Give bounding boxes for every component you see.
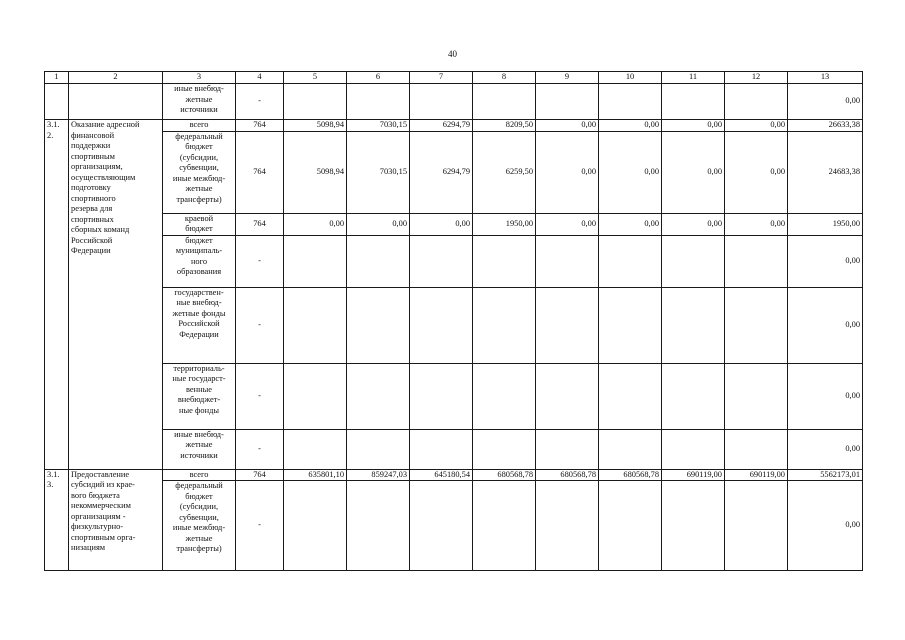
value-cell — [536, 363, 599, 429]
value-cell — [599, 429, 662, 469]
value-cell — [347, 287, 410, 363]
value-cell: 6294,79 — [410, 131, 473, 213]
table-row — [45, 429, 863, 469]
source-cell: государствен- ные внебюд- жетные фонды Российской Федерации — [163, 287, 236, 363]
header-cell: 2 — [69, 72, 163, 84]
value-cell: 0,00 — [725, 131, 788, 213]
value-cell — [284, 481, 347, 571]
code-cell: - — [236, 287, 284, 363]
total-cell: 24683,38 — [788, 131, 863, 213]
total-cell: 0,00 — [788, 429, 863, 469]
total-cell: 5562173,01 — [788, 469, 863, 481]
value-cell: 6294,79 — [410, 120, 473, 132]
value-cell — [410, 429, 473, 469]
header-cell: 12 — [725, 72, 788, 84]
total-cell: 0,00 — [788, 84, 863, 120]
total-cell: 0,00 — [788, 287, 863, 363]
value-cell: 635801,10 — [284, 469, 347, 481]
budget-table — [44, 71, 863, 571]
value-cell: 0,00 — [662, 213, 725, 235]
row-number-cell: 3.1. 2. — [45, 120, 69, 470]
value-cell: 859247,03 — [347, 469, 410, 481]
value-cell — [473, 235, 536, 287]
value-cell: 690119,00 — [662, 469, 725, 481]
source-cell: федеральный бюджет (субсидии, субвенции, иные межбюд- жетные трансферты) — [163, 131, 236, 213]
source-cell: всего — [163, 469, 236, 481]
header-cell: 1 — [45, 72, 69, 84]
value-cell: 690119,00 — [725, 469, 788, 481]
value-cell — [284, 429, 347, 469]
table-row — [45, 481, 863, 571]
value-cell: 7030,15 — [347, 131, 410, 213]
row-name-cell: Предоставление субсидий из крае- вого бюджета некоммерческим организациям - физкультурно- спортивным орга- низациям — [69, 469, 163, 571]
value-cell: 0,00 — [284, 213, 347, 235]
code-cell: - — [236, 235, 284, 287]
source-cell: иные внебюд- жетные источники — [163, 84, 236, 120]
value-cell: 0,00 — [599, 120, 662, 132]
value-cell — [536, 481, 599, 571]
header-cell: 3 — [163, 72, 236, 84]
code-cell: 764 — [236, 213, 284, 235]
value-cell — [347, 235, 410, 287]
value-cell — [725, 235, 788, 287]
value-cell — [536, 429, 599, 469]
table-row — [45, 213, 863, 235]
value-cell — [284, 84, 347, 120]
value-cell — [410, 235, 473, 287]
header-cell: 13 — [788, 72, 863, 84]
value-cell — [410, 481, 473, 571]
value-cell — [347, 429, 410, 469]
total-cell: 1950,00 — [788, 213, 863, 235]
code-cell: - — [236, 84, 284, 120]
value-cell — [599, 363, 662, 429]
value-cell: 0,00 — [725, 120, 788, 132]
table-row — [45, 469, 863, 481]
value-cell: 0,00 — [599, 213, 662, 235]
value-cell — [725, 363, 788, 429]
code-cell: - — [236, 481, 284, 571]
source-cell: всего — [163, 120, 236, 132]
table-row — [45, 120, 863, 132]
row-name-cell — [69, 84, 163, 120]
value-cell — [410, 84, 473, 120]
value-cell: 1950,00 — [473, 213, 536, 235]
source-cell: иные внебюд- жетные источники — [163, 429, 236, 469]
source-cell: краевой бюджет — [163, 213, 236, 235]
value-cell: 0,00 — [599, 131, 662, 213]
value-cell — [599, 84, 662, 120]
value-cell — [599, 481, 662, 571]
table-row — [45, 84, 863, 120]
value-cell: 680568,78 — [536, 469, 599, 481]
value-cell — [536, 84, 599, 120]
total-cell: 0,00 — [788, 363, 863, 429]
value-cell: 7030,15 — [347, 120, 410, 132]
value-cell — [536, 287, 599, 363]
total-cell: 0,00 — [788, 235, 863, 287]
row-number-cell: 3.1. 3. — [45, 469, 69, 571]
value-cell — [473, 481, 536, 571]
value-cell — [347, 84, 410, 120]
value-cell: 0,00 — [536, 213, 599, 235]
value-cell: 0,00 — [410, 213, 473, 235]
value-cell: 0,00 — [536, 120, 599, 132]
header-cell: 5 — [284, 72, 347, 84]
value-cell: 6259,50 — [473, 131, 536, 213]
page-number: 40 — [448, 49, 457, 59]
value-cell — [662, 481, 725, 571]
value-cell — [662, 84, 725, 120]
code-cell: 764 — [236, 131, 284, 213]
value-cell — [662, 235, 725, 287]
source-cell: бюджет муниципаль- ного образования — [163, 235, 236, 287]
value-cell: 680568,78 — [473, 469, 536, 481]
value-cell: 0,00 — [662, 120, 725, 132]
value-cell — [725, 287, 788, 363]
value-cell — [284, 235, 347, 287]
header-cell: 4 — [236, 72, 284, 84]
budget-table-body — [45, 72, 863, 571]
value-cell — [725, 429, 788, 469]
value-cell: 0,00 — [662, 131, 725, 213]
value-cell: 0,00 — [536, 131, 599, 213]
value-cell — [473, 429, 536, 469]
code-cell: 764 — [236, 120, 284, 132]
value-cell — [599, 235, 662, 287]
header-cell: 11 — [662, 72, 725, 84]
value-cell — [284, 363, 347, 429]
total-cell: 26633,38 — [788, 120, 863, 132]
value-cell — [284, 287, 347, 363]
header-row — [45, 72, 863, 84]
row-number-cell — [45, 84, 69, 120]
value-cell: 5098,94 — [284, 120, 347, 132]
row-name-cell: Оказание адресной финансовой поддержки спортивным организациям, осуществляющим подготовку спортивного резерва для спортивных сборных команд Российской Федерации — [69, 120, 163, 470]
value-cell — [536, 235, 599, 287]
code-cell: 764 — [236, 469, 284, 481]
header-cell: 8 — [473, 72, 536, 84]
value-cell — [347, 481, 410, 571]
value-cell — [725, 84, 788, 120]
value-cell: 645180,54 — [410, 469, 473, 481]
code-cell: - — [236, 363, 284, 429]
source-cell: территориаль- ные государст- венные внебюджет- ные фонды — [163, 363, 236, 429]
header-cell: 6 — [347, 72, 410, 84]
value-cell — [662, 287, 725, 363]
value-cell: 0,00 — [347, 213, 410, 235]
table-row — [45, 131, 863, 213]
source-cell: федеральный бюджет (субсидии, субвенции, иные межбюд- жетные трансферты) — [163, 481, 236, 571]
value-cell — [473, 363, 536, 429]
value-cell — [410, 363, 473, 429]
value-cell: 8209,50 — [473, 120, 536, 132]
value-cell — [662, 363, 725, 429]
value-cell: 680568,78 — [599, 469, 662, 481]
code-cell: - — [236, 429, 284, 469]
value-cell — [725, 481, 788, 571]
table-row — [45, 287, 863, 363]
table-row — [45, 235, 863, 287]
value-cell: 5098,94 — [284, 131, 347, 213]
header-cell: 7 — [410, 72, 473, 84]
value-cell — [473, 287, 536, 363]
value-cell: 0,00 — [725, 213, 788, 235]
header-cell: 9 — [536, 72, 599, 84]
value-cell — [473, 84, 536, 120]
header-cell: 10 — [599, 72, 662, 84]
value-cell — [662, 429, 725, 469]
value-cell — [599, 287, 662, 363]
value-cell — [410, 287, 473, 363]
value-cell — [347, 363, 410, 429]
total-cell: 0,00 — [788, 481, 863, 571]
table-row — [45, 363, 863, 429]
